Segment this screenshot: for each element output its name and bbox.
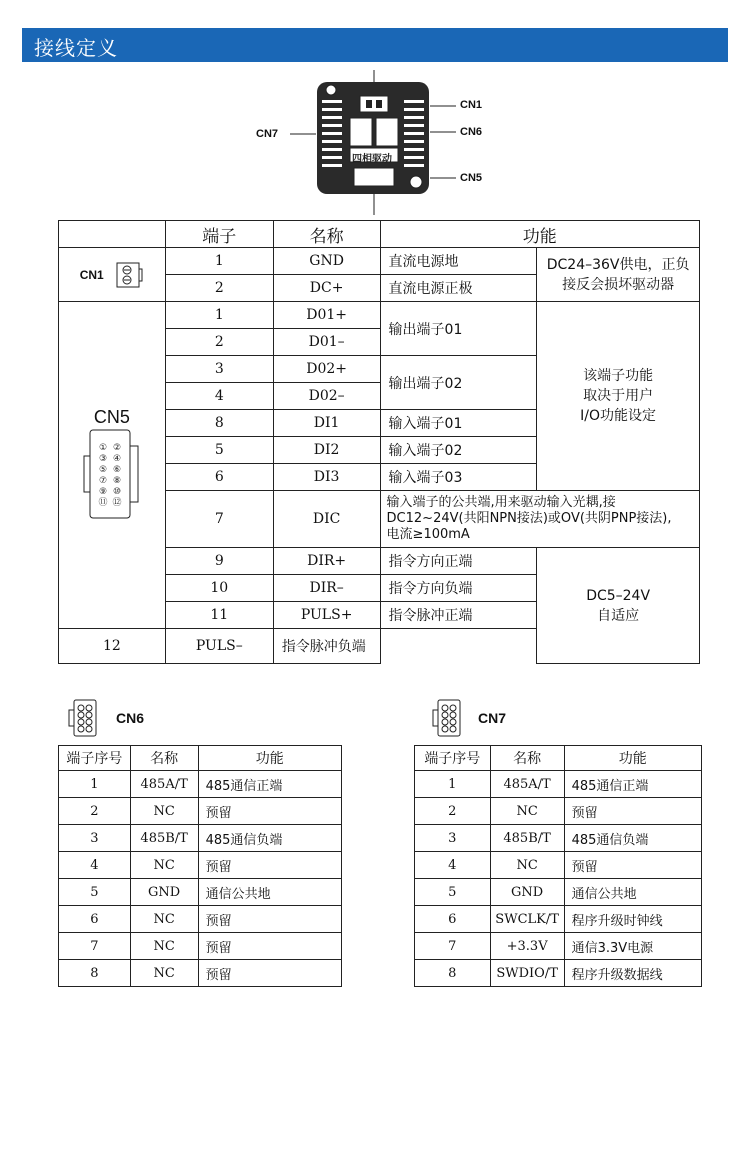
note-line: I/O功能设定 [580, 408, 657, 424]
function-cell: 直流电源地 [380, 248, 537, 275]
name-cell: PULS+ [273, 602, 380, 629]
cn5-pin-label: ⑪ [98, 497, 108, 508]
function-cell: 通信公共地 [198, 879, 341, 906]
cn5-pin-label: ⑥ [112, 464, 121, 475]
pulse-note [537, 548, 700, 664]
cn6-title: CN6 [116, 710, 145, 726]
table-header-row [415, 746, 702, 771]
name-cell: D02– [273, 383, 380, 410]
cn1-label: CN1 [79, 267, 104, 282]
header-function: 功能 [198, 746, 341, 771]
function-cell: 直流电源正极 [380, 275, 537, 302]
name-cell: GND [490, 879, 564, 906]
name-cell: D02+ [273, 356, 380, 383]
function-cell: 指令脉冲负端 [273, 629, 380, 664]
name-cell: NC [130, 933, 198, 960]
header-function: 功能 [380, 221, 699, 248]
section-title: 接线定义 [34, 36, 118, 60]
terminal-cell: 3 [165, 356, 273, 383]
name-cell: GND [273, 248, 380, 275]
function-cell: 输入端子03 [380, 464, 537, 491]
function-cell: 输出端子02 [380, 356, 537, 410]
cn1-note [537, 248, 700, 302]
name-cell: NC [130, 852, 198, 879]
terminal-cell: 6 [165, 464, 273, 491]
table-header-row [59, 221, 700, 248]
name-cell: DI3 [273, 464, 380, 491]
function-cell: 输入端子01 [380, 410, 537, 437]
function-cell: 指令方向负端 [380, 575, 537, 602]
function-cell: 485通信正端 [564, 771, 701, 798]
header-name: 名称 [490, 746, 564, 771]
driver-diagram [250, 70, 500, 220]
note-line: 该端子功能 [583, 368, 654, 384]
table-row [59, 960, 342, 987]
terminal-cell: 3 [415, 825, 491, 852]
table-row [415, 852, 702, 879]
terminal-cell: 4 [165, 383, 273, 410]
name-cell: NC [490, 798, 564, 825]
function-cell: 指令方向正端 [380, 548, 537, 575]
terminal-cell: 12 [59, 629, 166, 664]
header-terminal: 端子 [165, 221, 273, 248]
terminal-cell: 5 [59, 879, 131, 906]
table-row [59, 771, 342, 798]
cn5-pin-label: ③ [98, 453, 107, 464]
terminal-cell: 1 [165, 248, 273, 275]
panel-text: 四相驱动 [352, 154, 392, 165]
function-cell: 输入端子02 [380, 437, 537, 464]
cn6-table [58, 745, 342, 987]
name-cell: DC+ [273, 275, 380, 302]
terminal-cell: 7 [165, 491, 273, 548]
cn5-pin-label: ⑧ [112, 475, 121, 486]
header-function: 功能 [564, 746, 701, 771]
table-row [59, 879, 342, 906]
terminal-cell: 5 [165, 437, 273, 464]
table-row [59, 825, 342, 852]
cn5-callout: CN5 [460, 172, 483, 184]
function-cell: 预留 [198, 798, 341, 825]
cn5-pin-label: ⑨ [98, 486, 107, 497]
function-cell: 指令脉冲正端 [380, 602, 537, 629]
terminal-cell: 8 [415, 960, 491, 987]
dic-description [380, 491, 699, 548]
header-blank [59, 221, 166, 248]
note-line: 自适应 [597, 607, 640, 624]
cn5-cell [59, 302, 166, 629]
header-name: 名称 [273, 221, 380, 248]
name-cell: PULS– [165, 629, 273, 664]
note-line: DC5–24V [586, 587, 651, 604]
function-cell: 程序升级数据线 [564, 960, 701, 987]
cn6-callout: CN6 [460, 126, 483, 138]
function-cell: 输出端子01 [380, 302, 537, 356]
function-cell: 通信公共地 [564, 879, 701, 906]
function-cell: 预留 [564, 852, 701, 879]
table-row [59, 852, 342, 879]
function-cell: 预留 [564, 798, 701, 825]
name-cell: D01+ [273, 302, 380, 329]
terminal-cell: 4 [59, 852, 131, 879]
terminal-cell: 6 [59, 906, 131, 933]
driver-outline-graphic [250, 70, 500, 220]
note-line: 取决于用户 [583, 388, 654, 404]
name-cell: +3.3V [490, 933, 564, 960]
io-note [537, 302, 700, 491]
terminal-cell: 11 [165, 602, 273, 629]
table-row [59, 933, 342, 960]
function-cell: 预留 [198, 906, 341, 933]
note-line: 接反会损坏驱动器 [562, 276, 675, 293]
function-cell: 预留 [198, 933, 341, 960]
name-cell: 485B/T [130, 825, 198, 852]
cn7-table [414, 745, 702, 987]
name-cell: DIR– [273, 575, 380, 602]
note-line: DC24–36V供电，正负 [546, 256, 690, 273]
terminal-cell: 8 [165, 410, 273, 437]
name-cell: DI2 [273, 437, 380, 464]
table-header-row [59, 746, 342, 771]
section-banner [22, 28, 728, 62]
table-row [415, 906, 702, 933]
cn1-connector-icon [114, 261, 144, 289]
cn5-pin-label: ⑫ [112, 497, 122, 508]
terminal-cell: 3 [59, 825, 131, 852]
name-cell: NC [130, 960, 198, 987]
table-row [59, 906, 342, 933]
cn5-pin-label: ⑤ [98, 464, 107, 475]
name-cell: NC [130, 906, 198, 933]
table-row [59, 302, 700, 329]
name-cell: DIR+ [273, 548, 380, 575]
cn5-connector-icon [80, 428, 144, 520]
name-cell: GND [130, 879, 198, 906]
dic-line: DC12~24V(共阳NPN接法)或OV(共阴PNP接法), [386, 511, 672, 526]
terminal-cell: 2 [165, 275, 273, 302]
table-row [415, 825, 702, 852]
cn7-callout: CN7 [256, 128, 279, 140]
dic-line: 电流≥100mA [386, 527, 470, 542]
table-row [59, 248, 700, 275]
name-cell: 485A/T [130, 771, 198, 798]
dic-line: 输入端子的公共端,用来驱动输入光耦,接 [386, 495, 616, 510]
cn5-pin-label: ④ [112, 453, 121, 464]
table-row [415, 798, 702, 825]
name-cell: NC [130, 798, 198, 825]
terminal-cell: 7 [59, 933, 131, 960]
terminal-cell: 2 [415, 798, 491, 825]
cn1-callout: CN1 [460, 99, 483, 111]
cn5-pin-label: ① [98, 442, 107, 453]
function-cell: 485通信正端 [198, 771, 341, 798]
terminal-cell: 1 [59, 771, 131, 798]
table-row [59, 798, 342, 825]
name-cell: D01– [273, 329, 380, 356]
function-cell: 预留 [198, 852, 341, 879]
terminal-cell: 5 [415, 879, 491, 906]
name-cell: 485B/T [490, 825, 564, 852]
terminal-cell: 10 [165, 575, 273, 602]
function-cell: 485通信负端 [564, 825, 701, 852]
name-cell: 485A/T [490, 771, 564, 798]
cn5-pin-label: ② [112, 442, 121, 453]
terminal-cell: 1 [415, 771, 491, 798]
function-cell: 程序升级时钟线 [564, 906, 701, 933]
name-cell: SWCLK/T [490, 906, 564, 933]
cn5-pin-label: ⑦ [98, 475, 107, 486]
name-cell: SWDIO/T [490, 960, 564, 987]
cn1-cell [59, 248, 166, 302]
cn5-pin-label: ⑩ [112, 486, 121, 497]
terminal-cell: 2 [59, 798, 131, 825]
terminal-cell: 4 [415, 852, 491, 879]
wiring-table [58, 220, 700, 664]
cn7-connector-icon [430, 698, 466, 738]
terminal-cell: 1 [165, 302, 273, 329]
name-cell: DI1 [273, 410, 380, 437]
cn6-connector-icon [66, 698, 102, 738]
terminal-cell: 6 [415, 906, 491, 933]
name-cell: DIC [273, 491, 380, 548]
terminal-cell: 8 [59, 960, 131, 987]
header-terminal: 端子序号 [415, 746, 491, 771]
table-row [415, 933, 702, 960]
function-cell: 预留 [198, 960, 341, 987]
cn5-label: CN5 [93, 406, 130, 427]
function-cell: 485通信负端 [198, 825, 341, 852]
header-name: 名称 [130, 746, 198, 771]
header-terminal: 端子序号 [59, 746, 131, 771]
terminal-cell: 7 [415, 933, 491, 960]
function-cell: 通信3.3V电源 [564, 933, 701, 960]
terminal-cell: 2 [165, 329, 273, 356]
cn7-title: CN7 [478, 710, 507, 726]
table-row [415, 879, 702, 906]
name-cell: NC [490, 852, 564, 879]
terminal-cell: 9 [165, 548, 273, 575]
table-row [415, 771, 702, 798]
table-row [415, 960, 702, 987]
